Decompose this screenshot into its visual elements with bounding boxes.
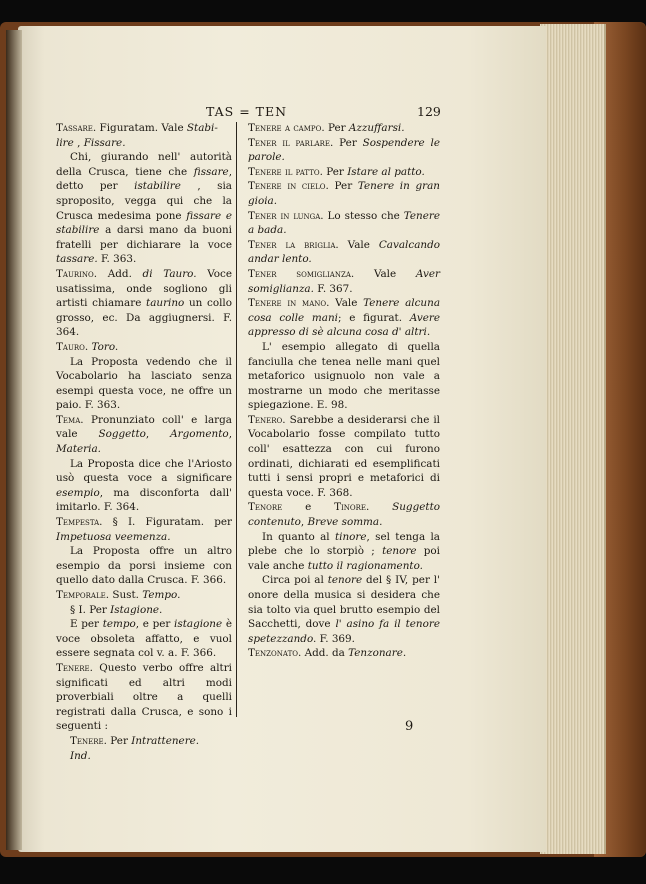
italic-text: Argomento <box>170 428 229 441</box>
headword: Tenere a campo. <box>248 122 325 134</box>
text-run: poi vale anche <box>248 545 440 572</box>
italic-text: Azzuffarsi. <box>348 122 405 134</box>
text-run: Per <box>333 136 363 149</box>
text-run: § I. Per <box>70 603 111 616</box>
right-column <box>248 121 440 661</box>
entry-paragraph <box>248 296 440 340</box>
page-edges <box>540 24 606 854</box>
headword: Tener in lunga. <box>248 209 324 222</box>
text-run: Lo stesso che <box>323 209 404 222</box>
entry-paragraph <box>56 544 232 588</box>
headword: Tinore. <box>334 501 370 514</box>
entry-paragraph <box>56 121 232 136</box>
text-run <box>369 501 392 513</box>
book-gutter <box>6 30 22 850</box>
headword: Tenere. <box>56 661 93 674</box>
entry-paragraph <box>248 209 440 238</box>
entry-paragraph <box>56 749 232 764</box>
italic-text: Tenere a bada. <box>248 209 440 237</box>
entry-paragraph <box>56 457 232 515</box>
entry-paragraph <box>56 515 232 544</box>
italic-text: Tenzonare. <box>348 647 407 660</box>
headword: Tempesta. <box>56 516 103 529</box>
text-run: del § IV, per l' onore della musica si desidera che sia tolto via quel brutto esempio del Sacchetti, dove <box>248 574 440 631</box>
entry-paragraph <box>248 136 440 165</box>
text-run: , <box>228 428 232 441</box>
entry-paragraph <box>248 646 440 661</box>
signature-mark: 9 <box>405 719 414 734</box>
entry-paragraph <box>248 179 440 208</box>
text-run: Per <box>106 734 132 747</box>
italic-text: Ind. <box>70 749 91 762</box>
text-run: F. 363. <box>97 253 137 266</box>
entry-paragraph <box>248 267 440 296</box>
italic-text: istagione <box>174 618 223 631</box>
italic-text: esempio <box>56 486 100 499</box>
headword: Temporale. <box>56 589 110 601</box>
text-run: L' esempio allegato di quella fanciulla che tenea nelle mani quel metaforico usignuolo non vale a mostrarne un modo che meritasse spiegazione. E. 98. <box>248 340 440 412</box>
left-column <box>56 121 232 763</box>
text-run: Sust. <box>109 589 143 601</box>
entry-paragraph <box>248 500 440 529</box>
entry-paragraph <box>56 617 232 661</box>
text-run: a darsi mano da buoni fratelli per dichiarare la voce <box>56 224 232 251</box>
italic-text: tenore <box>382 545 417 558</box>
running-head: TAS = TEN <box>206 104 288 119</box>
entry-paragraph <box>248 165 440 180</box>
italic-text: istabilire <box>134 180 181 193</box>
italic-text: Suggetto contenuto <box>248 501 440 529</box>
column-divider <box>236 122 237 717</box>
text-run: E per <box>70 618 103 631</box>
text-run: , detto per <box>56 165 232 193</box>
italic-text: taurino <box>146 297 185 310</box>
entry-paragraph <box>56 603 232 618</box>
italic-text: Aver somiglianza. <box>248 267 440 295</box>
headword: Tenere. <box>70 734 107 747</box>
italic-text: Soggetto <box>98 428 146 441</box>
entry-paragraph <box>248 530 440 574</box>
text-run: Vale <box>354 267 416 280</box>
headword: Tenere in cielo. <box>248 180 329 193</box>
text-run: F. 367. <box>313 282 353 295</box>
italic-text: Istare al patto. <box>347 165 425 178</box>
text-run: Sarebbe a desiderarsi che il Vocabolario fosse compilato tutto coll' esattezza con cui furono ordinati, dichiarati ed esemplificati tutti i sensi propri e metaforici di questa voce. F. 368. <box>248 413 440 499</box>
text-run: Add. da <box>301 647 349 660</box>
entry-paragraph <box>248 573 440 646</box>
entry-paragraph <box>248 238 440 267</box>
entry-paragraph <box>56 588 232 603</box>
italic-text: Fissare. <box>83 136 126 149</box>
text-run: un collo grosso, ec. Da aggiugnersi. F. 364. <box>56 297 233 339</box>
entry-paragraph <box>248 340 440 413</box>
text-run: è voce obsoleta affatto, e vuol essere segnata col v. a. F. 366. <box>56 618 232 660</box>
italic-text: Istagione. <box>110 603 163 616</box>
headword: Tema. <box>56 413 84 426</box>
text-run: , <box>145 428 171 441</box>
text-run: e <box>282 501 335 514</box>
italic-text: Cavalcando andar lento. <box>248 238 440 266</box>
italic-text: fissare e stabilire <box>56 209 233 237</box>
text-run: , ma disconforta dall' imitarlo. F. 364. <box>56 486 232 514</box>
entry-paragraph <box>56 267 232 340</box>
headword: Tener somiglianza. <box>248 267 355 280</box>
headword: Tenore <box>248 501 283 514</box>
text-run: Circa poi al <box>262 574 328 587</box>
text-run: In quanto al <box>262 530 335 543</box>
text-run: La Proposta offre un altro esempio da porsi insieme con quello dato dalla Crusca. F. 366. <box>56 545 232 587</box>
text-run: Voce usatissima, onde sogliono gli artisti chiamare <box>56 267 232 310</box>
text-run: F. 369. <box>316 632 355 645</box>
text-run: , e per <box>135 618 175 631</box>
italic-text: Materia. <box>56 443 101 456</box>
text-run: Per <box>328 180 358 193</box>
text-run: Add. <box>97 267 143 280</box>
entry-paragraph <box>56 661 232 734</box>
italic-text: Sospendere le parole. <box>248 136 440 164</box>
italic-text: di Tauro. <box>142 267 197 280</box>
entry-paragraph <box>56 136 232 151</box>
italic-text: tinore <box>334 530 367 543</box>
entry-paragraph <box>56 150 232 267</box>
headword: Tenere in mano. <box>248 297 330 310</box>
entry-paragraph <box>56 340 232 355</box>
entry-paragraph <box>248 121 440 136</box>
page-number: 129 <box>417 104 441 119</box>
headword: Tener la briglia. <box>248 238 339 251</box>
headword: Tenzonato. <box>248 647 302 660</box>
text-run: Per <box>322 165 348 178</box>
text-run: Figuratam. Vale <box>96 122 187 134</box>
italic-text: Toro. <box>91 340 119 353</box>
entry-paragraph <box>56 734 232 749</box>
headword: Taurino. <box>56 267 98 280</box>
text-run: , <box>300 516 308 529</box>
text-run: Vale <box>338 238 379 251</box>
text-run: Pronunziato coll' e larga vale <box>56 413 232 441</box>
text-run: § I. Figuratam. per <box>102 516 232 529</box>
italic-text: l' asino fa il tenore spetezzando. <box>248 618 440 645</box>
text-run: , sel tenga la plebe che lo storpiò ; <box>248 530 440 558</box>
entry-paragraph <box>248 413 440 501</box>
entry-paragraph <box>56 413 232 457</box>
italic-text: fissare <box>193 165 229 178</box>
italic-text: tassare. <box>56 253 98 266</box>
italic-text: Impetuosa veemenza. <box>56 530 171 543</box>
headword: Tenere il patto. <box>248 165 323 178</box>
headword: Tassare. <box>56 122 97 134</box>
italic-text: tenore <box>327 574 363 587</box>
text-run: La Proposta vedendo che il Vocabolario ha lasciato senza esempi questa voce, ne offre un paio. F. 363. <box>56 355 232 412</box>
text-run: ; e figurat. <box>338 311 410 324</box>
entry-paragraph <box>56 355 232 413</box>
italic-text: Intrattenere. <box>131 734 200 747</box>
italic-text: Stabi- <box>186 122 218 134</box>
italic-text: tutto il ragionamento. <box>307 559 423 572</box>
italic-text: Avere appresso di sè alcuna cosa d' altri. <box>248 311 440 339</box>
italic-text: tempo <box>102 618 136 631</box>
italic-text: Tempo. <box>142 589 181 601</box>
headword: Tener il parlare. <box>248 136 334 149</box>
text-run: La Proposta dice che l'Ariosto usò questa voce a significare <box>56 457 232 485</box>
text-run: Per <box>324 122 349 134</box>
text-run: , <box>73 136 84 149</box>
text-run: Vale <box>329 297 364 310</box>
italic-text: Tenere alcuna cosa colle mani <box>248 297 441 324</box>
text-run: Questo verbo offre altri significati ed altri modi proverbiali oltre a quelli registrati dalla Crusca, e sono i seguenti : <box>56 661 232 733</box>
text-run: , sia sproposito, vegga qui che la Crusca medesima pone <box>56 180 232 222</box>
text-run: Chi, giurando nell' autorità della Crusca, tiene che <box>56 151 232 178</box>
headword: Tauro. <box>56 340 89 353</box>
italic-text: Tenere in gran gioia. <box>248 180 441 207</box>
italic-text: lire <box>56 136 74 149</box>
headword: Tenero. <box>248 413 286 426</box>
italic-text: Breve somma. <box>307 516 383 529</box>
